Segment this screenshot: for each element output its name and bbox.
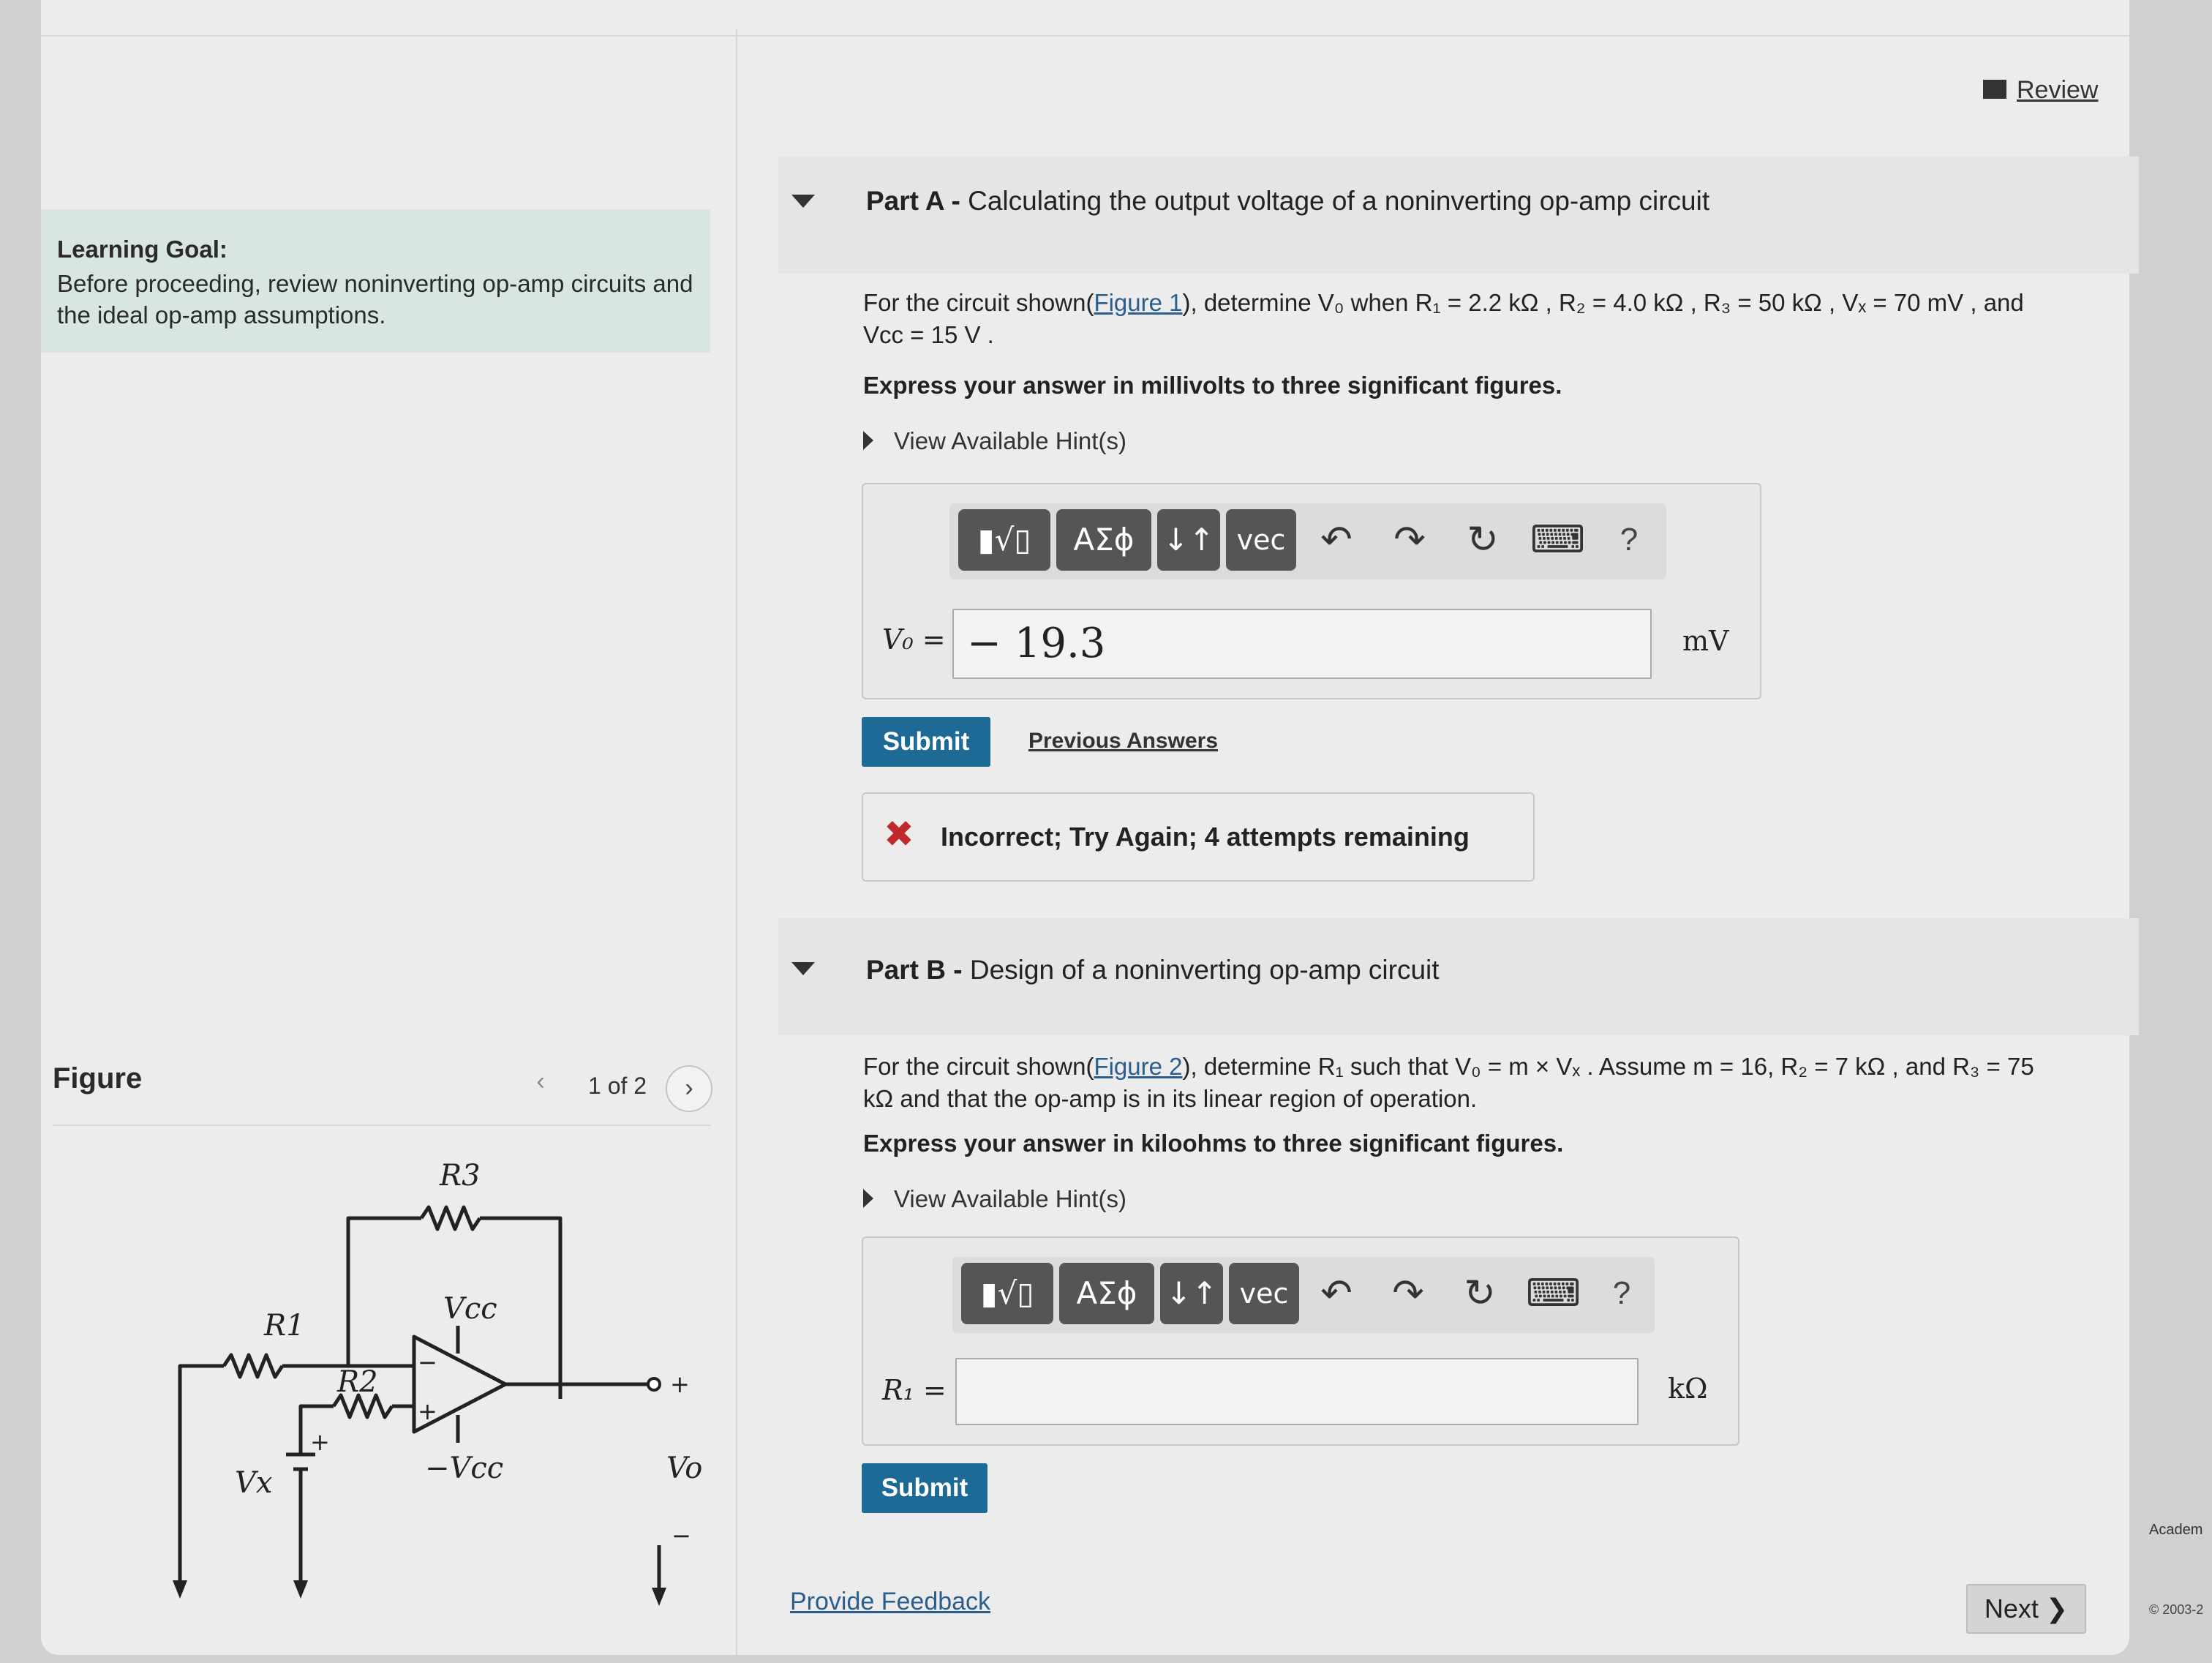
part-a-prompt-rest: ), determine V₀ when R₁ = 2.2 kΩ , R₂ = 4.0 kΩ , R₃ = 50 kΩ , Vₓ = 70 mV , and	[1182, 289, 2024, 316]
part-b-math-toolbar	[952, 1257, 1655, 1333]
greek-symbols-button[interactable]: ΑΣϕ	[1059, 1263, 1154, 1324]
previous-answers-link[interactable]: Previous Answers	[1028, 729, 1218, 753]
part-b-unit: kΩ	[1668, 1373, 1708, 1405]
reset-icon[interactable]: ↻	[1467, 519, 1499, 561]
figure-2-link[interactable]: Figure 2	[1094, 1053, 1183, 1080]
label-noninverting-input: +	[418, 1397, 437, 1425]
arrows-button[interactable]: ↓↑	[1157, 509, 1220, 571]
label-battery-plus: +	[310, 1428, 330, 1456]
top-divider	[41, 35, 2129, 37]
feedback-text: Incorrect; Try Again; 4 attempts remaining	[941, 822, 1470, 852]
part-b-label: Part B	[866, 955, 946, 985]
greek-symbols-button[interactable]: ΑΣϕ	[1056, 509, 1151, 571]
label-output-minus: −	[672, 1522, 691, 1550]
part-a-prompt-line2: Vcc = 15 V .	[863, 321, 994, 348]
panel-divider	[736, 29, 737, 1655]
label-r3: R3	[440, 1159, 481, 1193]
figure-label: Figure	[53, 1062, 143, 1095]
learning-goal-text: Before proceeding, review noninverting op-amp circuits and the ideal op-amp assumptions.	[57, 270, 693, 329]
incorrect-icon: ✖	[884, 814, 914, 855]
label-output-plus: +	[670, 1370, 690, 1398]
part-b-answer-box	[862, 1236, 1739, 1446]
copyright-text: © 2003-2	[2149, 1602, 2204, 1617]
part-a-instruction: Express your answer in millivolts to three significant figures.	[863, 372, 1562, 399]
expand-triangle-icon	[863, 431, 873, 450]
review-link[interactable]	[1983, 76, 2098, 105]
part-a-unit: mV	[1682, 625, 1729, 657]
vector-button[interactable]: vec	[1226, 509, 1296, 571]
part-a-answer-input[interactable]: − 19.3	[952, 609, 1652, 679]
undo-icon[interactable]: ↶	[1320, 519, 1353, 561]
part-b-answer-input[interactable]	[955, 1358, 1639, 1425]
part-b-title-text: Design of a noninverting op-amp circuit	[969, 955, 1440, 985]
templates-button[interactable]: ▮√▯	[961, 1263, 1053, 1324]
expand-triangle-icon	[863, 1189, 873, 1208]
label-vo: Vo	[666, 1452, 703, 1485]
page	[41, 0, 2129, 1655]
provide-feedback-link[interactable]: Provide Feedback	[790, 1588, 991, 1615]
label-r1: R1	[264, 1309, 305, 1343]
part-b-hint-label: View Available Hint(s)	[894, 1185, 1126, 1212]
figure-next-button[interactable]: ›	[666, 1065, 712, 1112]
collapse-caret-icon[interactable]	[791, 962, 815, 975]
part-a-title: Part A - Calculating the output voltage of a noninverting op-amp circuit	[866, 186, 1710, 216]
keyboard-icon[interactable]: ⌨	[1530, 519, 1586, 561]
part-b-title: Part B - Design of a noninverting op-amp circuit	[866, 955, 1440, 985]
part-b-variable-label: R₁ =	[882, 1374, 947, 1406]
templates-button[interactable]: ▮√▯	[958, 509, 1050, 571]
part-b-hint-toggle[interactable]	[863, 1185, 1126, 1213]
help-icon[interactable]: ?	[1612, 1275, 1631, 1311]
label-inverting-input: −	[418, 1348, 437, 1376]
part-a-header[interactable]	[778, 157, 2139, 274]
part-a-prompt-intro: For the circuit shown(	[863, 289, 1094, 316]
figure-1-link[interactable]: Figure 1	[1094, 289, 1183, 316]
review-label: Review	[2017, 76, 2099, 104]
label-r2: R2	[337, 1365, 378, 1399]
undo-icon[interactable]: ↶	[1320, 1272, 1353, 1315]
part-a-title-text: Calculating the output voltage of a noninverting op-amp circuit	[968, 186, 1710, 216]
figure-counter: 1 of 2	[588, 1073, 647, 1099]
label-vcc: Vcc	[443, 1292, 497, 1326]
keyboard-icon[interactable]: ⌨	[1526, 1272, 1581, 1315]
op-amp-circuit-diagram	[151, 1156, 729, 1617]
learning-goal-title: Learning Goal:	[57, 236, 227, 263]
part-a-math-toolbar	[949, 503, 1666, 579]
collapse-caret-icon[interactable]	[791, 195, 815, 208]
figure-prev-button[interactable]: ‹	[536, 1067, 545, 1095]
part-a-variable-label: V₀ =	[882, 623, 946, 656]
learning-goal-box	[41, 209, 710, 353]
next-button[interactable]: Next ❯	[1966, 1584, 2086, 1634]
part-b-submit-button[interactable]: Submit	[862, 1463, 988, 1513]
part-a-submit-button[interactable]: Submit	[862, 717, 990, 767]
part-a-hint-label: View Available Hint(s)	[894, 427, 1126, 454]
part-a-answer-box	[862, 483, 1761, 699]
redo-icon[interactable]: ↷	[1393, 519, 1426, 561]
part-b-instruction: Express your answer in kiloohms to three significant figures.	[863, 1130, 1564, 1157]
part-b-prompt-rest: ), determine R₁ such that V₀ = m × Vₓ . Assume m = 16, R₂ = 7 kΩ , and R₃ = 75	[1182, 1053, 2034, 1080]
side-text: Academ	[2149, 1522, 2203, 1538]
label-neg-vcc: −Vcc	[425, 1452, 504, 1485]
redo-icon[interactable]: ↷	[1392, 1272, 1424, 1315]
part-b-prompt-line2: kΩ and that the op-amp is in its linear region of operation.	[863, 1085, 1478, 1112]
part-a-feedback	[862, 792, 1535, 882]
label-vx: Vx	[235, 1466, 273, 1500]
reset-icon[interactable]: ↻	[1464, 1272, 1496, 1315]
help-icon[interactable]: ?	[1620, 522, 1639, 558]
book-icon	[1983, 80, 2006, 99]
vector-button[interactable]: vec	[1229, 1263, 1299, 1324]
figure-divider	[53, 1125, 711, 1126]
arrows-button[interactable]: ↓↑	[1160, 1263, 1223, 1324]
part-b-prompt-intro: For the circuit shown(	[863, 1053, 1094, 1080]
part-b-prompt	[863, 1051, 2034, 1115]
part-a-prompt	[863, 287, 2024, 351]
part-b-header[interactable]	[778, 918, 2139, 1035]
part-a-label: Part A	[866, 186, 944, 216]
part-a-hint-toggle[interactable]	[863, 427, 1126, 455]
